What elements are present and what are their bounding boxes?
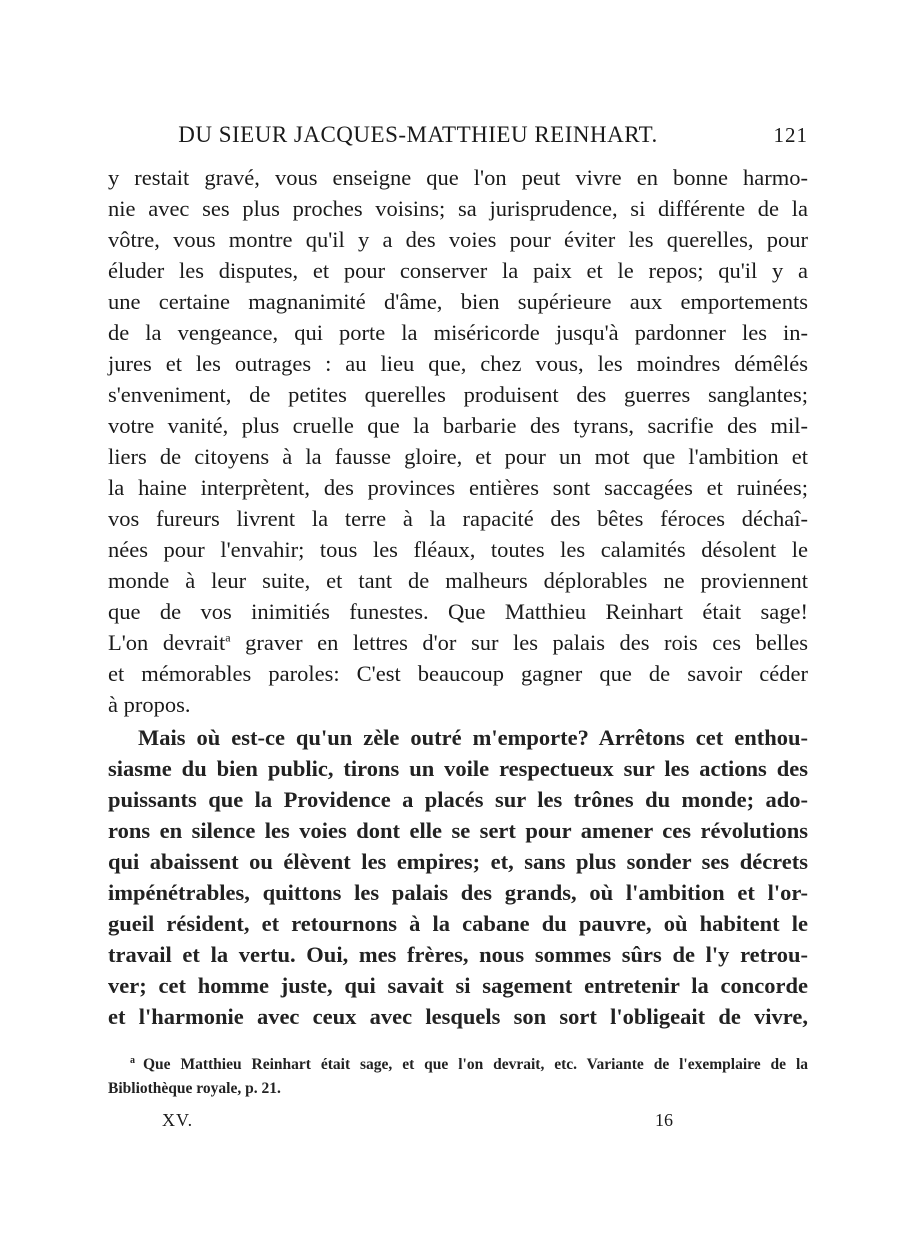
text-line: gueil résident, et retournons à la cabane du pauvre, où habitent le — [108, 911, 808, 936]
text-line: à propos. — [108, 692, 191, 717]
page-number: 121 — [773, 123, 808, 147]
text-line: nie avec ses plus proches voisins; sa jurisprudence, si différente de la — [108, 196, 808, 221]
text-line: vôtre, vous montre qu'il y a des voies pour éviter les querelles, pour — [108, 227, 808, 252]
text-line: jures et les outrages : au lieu que, chez vous, les moindres démêlés — [108, 351, 808, 376]
footnote-reference[interactable]: a — [225, 630, 231, 645]
text-line: Mais où est-ce qu'un zèle outré m'emporte? Arrêtons cet enthou- — [138, 725, 808, 750]
running-head — [108, 118, 808, 152]
footnote-line — [108, 1053, 808, 1077]
text-line: y restait gravé, vous enseigne que l'on peut vivre en bonne harmo- — [108, 165, 808, 190]
text-line-with-note — [108, 627, 808, 658]
text-line: éluder les disputes, et pour conserver la paix et le repos; qu'il y a — [108, 258, 808, 283]
text-line: impénétrables, quittons les palais des grands, où l'ambition et l'or- — [108, 880, 808, 905]
text-line: votre vanité, plus cruelle que la barbarie des tyrans, sacrifie des mil- — [108, 413, 808, 438]
text-line: ver; cet homme juste, qui savait si sagement entretenir la concorde — [108, 973, 808, 998]
text-line: qui abaissent ou élèvent les empires; et, sans plus sonder ses décrets — [108, 849, 808, 874]
sheet-number: 16 — [655, 1110, 673, 1130]
paragraph-2 — [108, 722, 808, 1032]
footnote-line: Bibliothèque royale, p. 21. — [108, 1080, 281, 1097]
text-line: siasme du bien public, tirons un voile respectueux sur les actions des — [108, 756, 808, 781]
text-line: que de vos inimitiés funestes. Que Matthieu Reinhart était sage! — [108, 599, 808, 624]
footnote — [108, 1053, 808, 1101]
paragraph-1 — [108, 162, 808, 720]
footnote-text: Que Matthieu Reinhart était sage, et que l'on devrait, etc. Variante de l'exemplaire de la — [143, 1056, 808, 1073]
text-line: vos fureurs livrent la terre à la rapacité des bêtes féroces déchaî- — [108, 506, 808, 531]
text-line: s'enveniment, de petites querelles produisent des guerres sanglantes; — [108, 382, 808, 407]
text-line: et l'harmonie avec ceux avec lesquels son sort l'obligeait de vivre, — [108, 1004, 808, 1029]
text-line: liers de citoyens à la fausse gloire, et pour un mot que l'ambition et — [108, 444, 808, 469]
text-line: monde à leur suite, et tant de malheurs déplorables ne proviennent — [108, 568, 808, 593]
signature-mark: XV. — [162, 1110, 194, 1130]
text-line: rons en silence les voies dont elle se sert pour amener ces révolutions — [108, 818, 808, 843]
text-line: la haine interprètent, des provinces entières sont saccagées et ruinées; — [108, 475, 808, 500]
footnote-marker: a — [130, 1054, 135, 1066]
text-line: puissants que la Providence a placés sur les trônes du monde; ado- — [108, 787, 808, 812]
text-line: et mémorables paroles: C'est beaucoup gagner que de savoir céder — [108, 661, 808, 686]
text-segment: L'on devrait — [108, 630, 226, 655]
text-segment: graver en lettres d'or sur les palais des rois ces belles — [230, 630, 808, 655]
text-line: travail et la vertu. Oui, mes frères, nous sommes sûrs de l'y retrou- — [108, 942, 808, 967]
text-line: nées pour l'envahir; tous les fléaux, toutes les calamités désolent le — [108, 537, 808, 562]
running-title: DU SIEUR JACQUES-MATTHIEU REINHART. — [178, 122, 658, 147]
text-line: de la vengeance, qui porte la miséricorde jusqu'à pardonner les in- — [108, 320, 808, 345]
body-text — [108, 162, 808, 1032]
text-line: une certaine magnanimité d'âme, bien supérieure aux emportements — [108, 289, 808, 314]
